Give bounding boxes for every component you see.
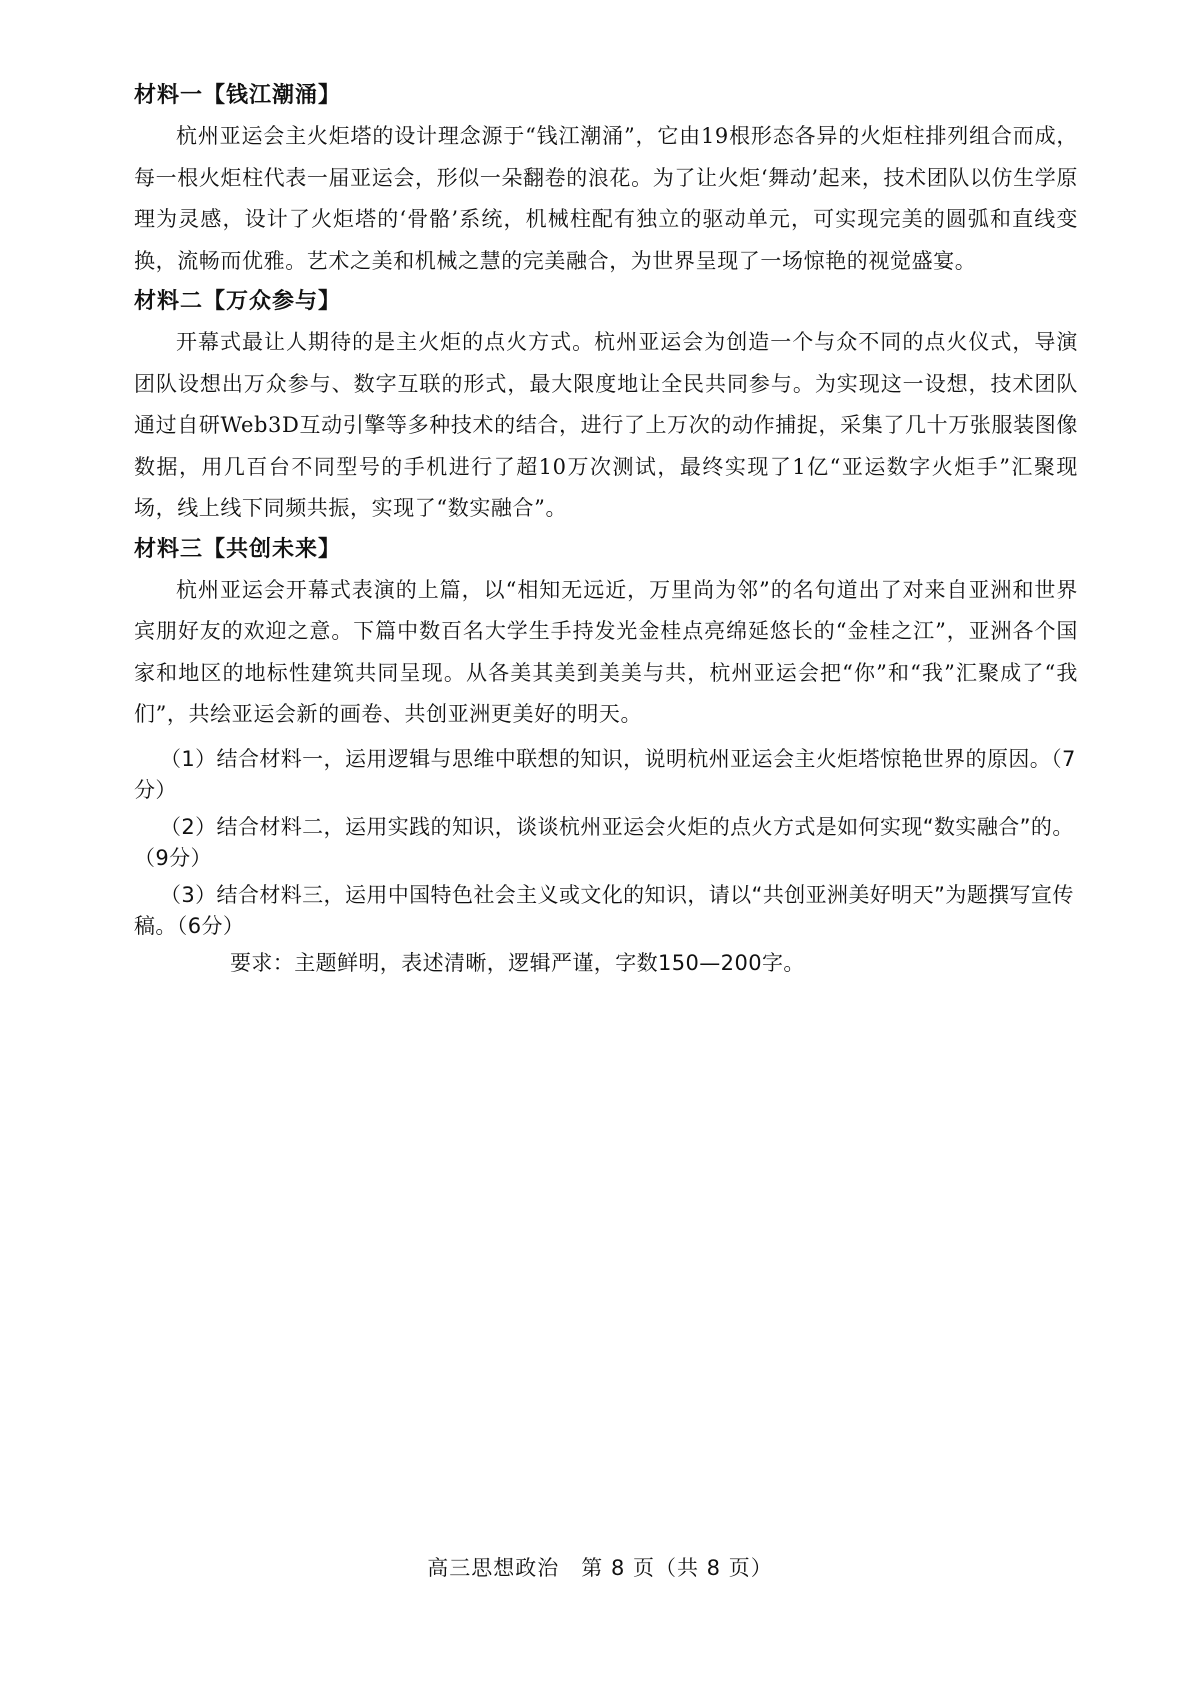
question-2: （2）结合材料二，运用实践的知识，谈谈杭州亚运会火炬的点火方式是如何实现“数实融合”的。（9分） bbox=[134, 814, 1074, 870]
material-2-title: 材料二【万众参与】 bbox=[134, 289, 342, 314]
question-1: （1）结合材料一，运用逻辑与思维中联想的知识，说明杭州亚运会主火炬塔惊艳世界的原因。（7分） bbox=[134, 746, 1076, 802]
material-3-text: 杭州亚运会开幕式表演的上篇，以“相知无远近，万里尚为邻”的名句道出了对来自亚洲和世界宾朋好友的欢迎之意。下篇中数百名大学生手持发光金桂点亮绵延悠长的“金桂之江”，亚洲各个国家和地区的地标性建筑共同呈现。从各美其美到美美与共，杭州亚运会把“你”和“我”汇聚成了“我们”，共绘亚运会新的画卷、共创亚洲更美好的明天。 bbox=[134, 577, 1078, 726]
question-list bbox=[134, 744, 1078, 979]
material-3-title: 材料三【共创未来】 bbox=[134, 536, 342, 562]
page-content bbox=[134, 80, 1078, 979]
material-2 bbox=[134, 286, 1078, 530]
material-2-text: 开幕式最让人期待的是主火炬的点火方式。杭州亚运会为创造一个与众不同的点火仪式，导演团队设想出万众参与、数字互联的形式，最大限度地让全民共同参与。为实现这一设想，技术团队通过自研Web3D互动引擎等多种技术的结合，进行了上万次的动作捕捉，采集了几十万张服装图像数据，用几百台不同型号的手机进行了超10万次测试，最终实现了1亿“亚运数字火炬手”汇聚现场，线上线下同频共振，实现了“数实融合”。 bbox=[134, 330, 1078, 520]
material-1 bbox=[134, 80, 1078, 282]
material-1-title: 材料一【钱江潮涌】 bbox=[134, 83, 342, 108]
page-footer: 高三思想政治 第 8 页（共 8 页） bbox=[427, 1556, 773, 1580]
material-3 bbox=[134, 534, 1078, 736]
writing-requirement: 要求：主题鲜明，表述清晰，逻辑严谨，字数150—200字。 bbox=[230, 950, 805, 975]
material-1-text: 杭州亚运会主火炬塔的设计理念源于“钱江潮涌”，它由19根形态各异的火炬柱排列组合而成，每一根火炬柱代表一届亚运会，形似一朵翻卷的浪花。为了让火炬‘舞动’起来，技术团队以仿生学原理为灵感，设计了火炬塔的‘骨骼’系统，机械柱配有独立的驱动单元，可实现完美的圆弧和直线变换，流畅而优雅。艺术之美和机械之慧的完美融合，为世界呈现了一场惊艳的视觉盛宴。 bbox=[134, 124, 1078, 273]
question-3: （3）结合材料三，运用中国特色社会主义或文化的知识，请以“共创亚洲美好明天”为题撰写宣传稿。（6分） bbox=[134, 882, 1074, 938]
